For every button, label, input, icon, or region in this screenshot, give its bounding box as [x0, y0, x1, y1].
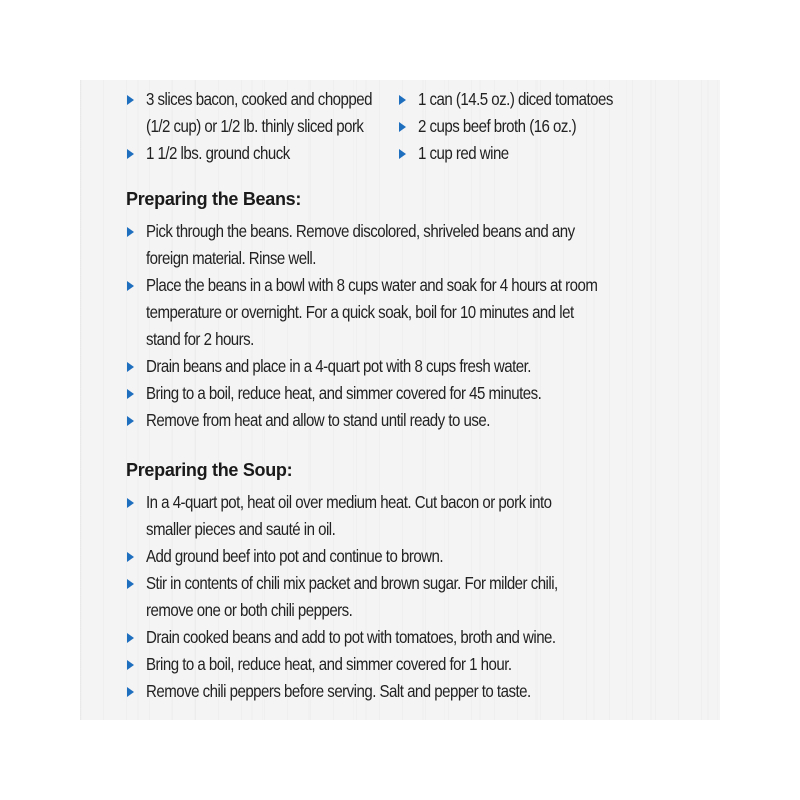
ingredient-item — [398, 113, 698, 140]
step-item — [126, 651, 686, 678]
step-line: Remove chili peppers before serving. Salt and pepper to taste. — [146, 681, 531, 701]
step-line: smaller pieces and sauté in oil. — [146, 519, 336, 539]
step-line: In a 4-quart pot, heat oil over medium heat. Cut bacon or pork into — [146, 492, 552, 512]
step-line: Add ground beef into pot and continue to brown. — [146, 546, 444, 566]
step-line: Drain cooked beans and add to pot with tomatoes, broth and wine. — [146, 627, 556, 647]
step-item — [126, 624, 686, 651]
step-line: stand for 2 hours. — [146, 329, 254, 349]
bullet-triangle-icon — [127, 149, 134, 159]
ingredient-line: 1 can (14.5 oz.) diced tomatoes — [418, 89, 613, 109]
bullet-triangle-icon — [127, 362, 134, 372]
step-item — [126, 272, 686, 353]
ingredients-column-1 — [126, 86, 396, 167]
bullet-triangle-icon — [127, 660, 134, 670]
step-item — [126, 380, 686, 407]
step-item — [126, 678, 686, 705]
step-item — [126, 218, 686, 272]
step-line: Pick through the beans. Remove discolored, shriveled beans and any — [146, 221, 575, 241]
bullet-triangle-icon — [127, 633, 134, 643]
step-item — [126, 353, 686, 380]
ingredient-item — [126, 86, 396, 140]
recipe-card — [80, 80, 720, 720]
bullet-triangle-icon — [127, 687, 134, 697]
cropped-text-remnant — [80, 80, 720, 82]
bullet-triangle-icon — [127, 416, 134, 426]
step-line: foreign material. Rinse well. — [146, 248, 316, 268]
step-line: Drain beans and place in a 4-quart pot with 8 cups fresh water. — [146, 356, 531, 376]
step-line: temperature or overnight. For a quick soak, boil for 10 minutes and let — [146, 302, 574, 322]
ingredient-line: 1 cup red wine — [418, 143, 509, 163]
bullet-triangle-icon — [399, 95, 406, 105]
ingredient-line: (1/2 cup) or 1/2 lb. thinly sliced pork — [146, 116, 364, 136]
ingredient-item — [126, 140, 396, 167]
step-line: remove one or both chili peppers. — [146, 600, 353, 620]
step-line: Place the beans in a bowl with 8 cups water and soak for 4 hours at room — [146, 275, 598, 295]
bullet-triangle-icon — [399, 122, 406, 132]
step-item — [126, 570, 686, 624]
bullet-triangle-icon — [127, 498, 134, 508]
soup-steps-list — [126, 489, 686, 705]
beans-steps-list — [126, 218, 686, 434]
section-title-beans: Preparing the Beans: — [126, 189, 302, 209]
ingredient-item — [398, 140, 698, 167]
section-title-soup: Preparing the Soup: — [126, 460, 293, 480]
ingredient-item — [398, 86, 698, 113]
bullet-triangle-icon — [127, 95, 134, 105]
bullet-triangle-icon — [127, 579, 134, 589]
ingredient-line: 3 slices bacon, cooked and chopped — [146, 89, 372, 109]
step-line: Remove from heat and allow to stand until ready to use. — [146, 410, 490, 430]
bullet-triangle-icon — [399, 149, 406, 159]
step-item — [126, 407, 686, 434]
ingredient-line: 2 cups beef broth (16 oz.) — [418, 116, 577, 136]
ingredients-column-2 — [398, 86, 698, 167]
step-line: Stir in contents of chili mix packet and brown sugar. For milder chili, — [146, 573, 558, 593]
step-item — [126, 489, 686, 543]
step-line: Bring to a boil, reduce heat, and simmer covered for 1 hour. — [146, 654, 512, 674]
step-line: Bring to a boil, reduce heat, and simmer covered for 45 minutes. — [146, 383, 542, 403]
bullet-triangle-icon — [127, 552, 134, 562]
bullet-triangle-icon — [127, 281, 134, 291]
ingredient-line: 1 1/2 lbs. ground chuck — [146, 143, 290, 163]
bullet-triangle-icon — [127, 389, 134, 399]
bullet-triangle-icon — [127, 227, 134, 237]
step-item — [126, 543, 686, 570]
